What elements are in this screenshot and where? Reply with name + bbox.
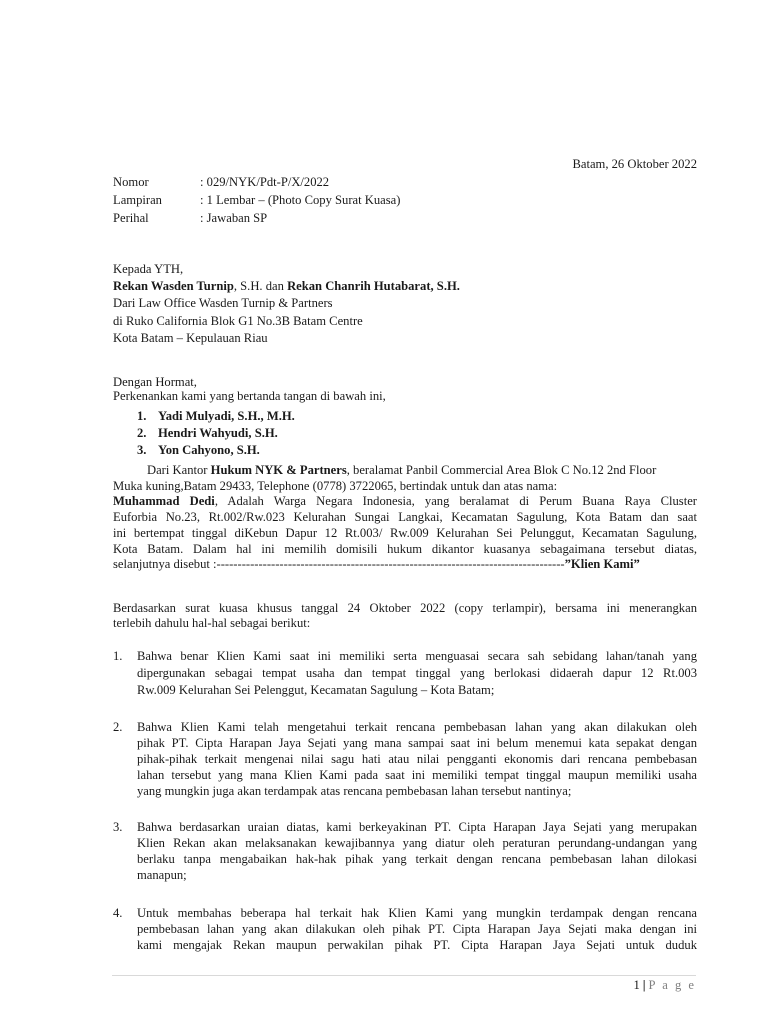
- kantor-line1: Dari Kantor Hukum NYK & Partners, beralamat Panbil Commercial Area Blok C No.12 2nd Floor: [147, 463, 657, 477]
- firm-name: Hukum NYK & Partners: [210, 463, 347, 477]
- point-4-line2: pembebasan lahan yang akan dilakukan oleh pihak PT. Cipta Harapan Jaya Sejati maka dengan ini: [137, 922, 697, 936]
- list-item: 4.: [113, 906, 123, 920]
- point-1-line2: dipergunakan sebagai tempat usaha dan tempat tinggal yang berlokasi didaerah dapur 12 Rt.003: [137, 666, 697, 680]
- addressee-line3: di Ruko California Blok G1 No.3B Batam Centre: [113, 314, 363, 328]
- list-item: 1.: [113, 649, 123, 663]
- point-4-line1: Untuk membahas beberapa hal terkait hak Klien Kami yang mungkin terdampak dengan rencana: [137, 906, 697, 920]
- meta-value-nomor: : 029/NYK/Pdt-P/X/2022: [200, 175, 330, 189]
- list-item: 3.: [137, 443, 147, 457]
- point-3-line4: manapun;: [137, 868, 187, 882]
- addressee-greeting: Kepada YTH,: [113, 262, 184, 276]
- meta-label-nomor: Nomor: [113, 175, 149, 189]
- addressee-name1: Rekan Wasden Turnip: [113, 279, 234, 293]
- intro-line: Perkenankan kami yang bertanda tangan di bawah ini,: [113, 389, 386, 403]
- point-3-line1: Bahwa berdasarkan uraian diatas, kami berkeyakinan PT. Cipta Harapan Jaya Sejati yang merupakan: [137, 820, 697, 834]
- page-label: P a g e: [648, 978, 696, 992]
- meta-label-perihal: Perihal: [113, 211, 149, 225]
- meta-label-lampiran: Lampiran: [113, 193, 162, 207]
- salutation: Dengan Hormat,: [113, 375, 197, 389]
- point-2-line5: yang mungkin juga akan terdampak atas rencana pembebasan lahan tersebut nantinya;: [137, 784, 572, 798]
- point-3-line3: berlaku tanpa mengabaikan hak-hak pihak yang terkait dengan rencana pembebasan lahan dilokasi: [137, 852, 697, 866]
- addressee-line2: Dari Law Office Wasden Turnip & Partners: [113, 296, 333, 310]
- meta-value-lampiran: : 1 Lembar – (Photo Copy Surat Kuasa): [200, 193, 401, 207]
- kantor-line6: Kota Batam. Dalam hal ini memilih domisili hukum dikantor kuasanya sebagaimana tersebut diatas,: [113, 542, 697, 556]
- addressee-suffix1: , S.H.: [233, 279, 263, 293]
- point-2-line4: lahan tersebut yang mana Klien Kami pada saat ini memiliki tempat tinggal maupun memiliki usaha: [137, 768, 697, 782]
- signatory-name: Yadi Mulyadi, S.H., M.H.: [158, 409, 295, 423]
- kantor-line2: Muka kuning,Batam 29433, Telephone (0778) 3722065, bertindak untuk dan atas nama:: [113, 479, 558, 493]
- date-place: Batam, 26 Oktober 2022: [572, 157, 697, 171]
- list-item: 2.: [113, 720, 123, 734]
- body-intro-line1: Berdasarkan surat kuasa khusus tanggal 24 Oktober 2022 (copy terlampir), bersama ini menerangkan: [113, 601, 697, 615]
- signatory-name: Hendri Wahyudi, S.H.: [158, 426, 278, 440]
- signatory-name: Yon Cahyono, S.H.: [158, 443, 260, 457]
- kantor-line3: Muhammad Dedi, Adalah Warga Negara Indonesia, yang beralamat di Perum Buana Raya Cluster: [113, 494, 697, 508]
- list-item: 3.: [113, 820, 123, 834]
- page-footer: [633, 978, 696, 993]
- point-2-line1: Bahwa Klien Kami telah mengetahui terkait rencana pembebasan lahan yang akan dilakukan oleh: [137, 720, 697, 734]
- client-name: Muhammad Dedi: [113, 494, 215, 508]
- addressee-connector: dan: [262, 279, 288, 293]
- body-intro-line2: terlebih dahulu hal-hal sebagai berikut:: [113, 616, 311, 630]
- page-number: 1: [633, 978, 640, 992]
- kantor-line5: ini bertempat tinggal diKebun Dapur 12 Rt.003/ Rw.009 Kelurahan Sei Pelunggut, Kecamatan Sagulung,: [113, 526, 697, 540]
- list-item: 2.: [137, 426, 147, 440]
- point-4-line3: kami mengajak Rekan maupun perwakilan pihak PT. Cipta Harapan Jaya Sejati untuk duduk: [137, 938, 697, 952]
- addressee-name2: Rekan Chanrih Hutabarat, S.H.: [287, 279, 460, 293]
- addressee-names: [113, 279, 460, 294]
- klien-kami-label: ”Klien Kami”: [564, 557, 640, 571]
- meta-value-perihal: : Jawaban SP: [200, 211, 268, 225]
- addressee-line4: Kota Batam – Kepulauan Riau: [113, 331, 268, 345]
- point-1-line3: Rw.009 Kelurahan Sei Pelenggut, Kecamatan Sagulung – Kota Batam;: [137, 683, 495, 697]
- footer-separator: |: [642, 978, 646, 992]
- point-2-line3: pihak-pihak terkait mengenai nilai sagu hati atau nilai pengganti ekonomis dari rencana pembebasan: [137, 752, 697, 766]
- point-1-line1: Bahwa benar Klien Kami saat ini memiliki serta menguasai secara sah sebidang lahan/tanah yang: [137, 649, 697, 663]
- list-item: 1.: [137, 409, 147, 423]
- footer-divider: [112, 975, 696, 976]
- point-3-line2: Klien Rekan akan melaksanakan kewajibannya yang diatur oleh peraturan perundang-undangan yang: [137, 836, 697, 850]
- kantor-line4: Euforbia No.23, Rt.002/Rw.023 Kelurahan Sungai Langkai, Kecamatan Sagulung, Kota Batam dan saat: [113, 510, 697, 524]
- kantor-line7: selanjutnya disebut :-----------------------------------------------------------------------------------”Klien Kami”: [113, 557, 640, 571]
- point-2-line2: pihak PT. Cipta Harapan Jaya Sejati yang mana sampai saat ini belum menemui kata sepakat dengan: [137, 736, 697, 750]
